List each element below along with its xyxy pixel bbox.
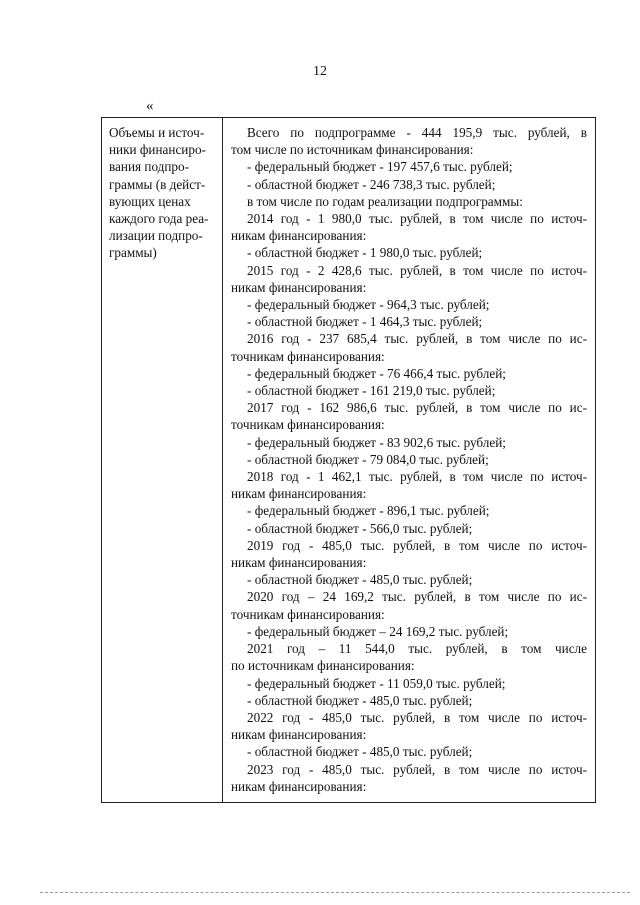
- label-line: вующих ценах: [109, 193, 191, 209]
- label-line: граммы (в дейст-: [109, 176, 206, 192]
- label-line: вания подпро-: [109, 159, 190, 175]
- budget-line: - областной бюджет - 1 980,0 тыс. рублей;: [247, 245, 483, 261]
- year-line: никам финансирования:: [231, 555, 367, 571]
- financing-details-cell: [223, 118, 596, 803]
- budget-line: - федеральный бюджет - 896,1 тыс. рублей;: [247, 503, 490, 519]
- financing-details: [223, 118, 595, 795]
- budget-line: - федеральный бюджет - 197 457,6 тыс. рублей;: [247, 159, 513, 175]
- year-line: никам финансирования:: [231, 778, 367, 794]
- year-line: точникам финансирования:: [231, 348, 385, 364]
- year-line: 2018 год - 1 462,1 тыс. рублей, в том числе по источ-: [247, 469, 587, 485]
- year-line: никам финансирования:: [231, 228, 367, 244]
- year-line: 2020 год – 24 169,2 тыс. рублей, в том числе по ис-: [247, 589, 587, 605]
- budget-line: - областной бюджет - 246 738,3 тыс. рублей;: [247, 176, 496, 192]
- budget-line: - областной бюджет - 1 464,3 тыс. рублей;: [247, 314, 483, 330]
- year-line: 2023 год - 485,0 тыс. рублей, в том числе по источ-: [247, 761, 587, 777]
- financing-label: [102, 118, 222, 262]
- year-line: 2015 год - 2 428,6 тыс. рублей, в том числе по источ-: [247, 262, 587, 278]
- label-line: Объемы и источ-: [109, 125, 205, 140]
- year-line: 2017 год - 162 986,6 тыс. рублей, в том числе по ис-: [247, 400, 587, 416]
- year-line: по источникам финансирования:: [231, 658, 415, 674]
- budget-line: - областной бюджет - 161 219,0 тыс. рублей;: [247, 383, 496, 399]
- year-line: никам финансирования:: [231, 279, 367, 295]
- total-line: Всего по подпрограмме - 444 195,9 тыс. рублей, в: [247, 125, 587, 140]
- budget-line: - областной бюджет - 566,0 тыс. рублей;: [247, 520, 473, 536]
- year-line: 2021 год – 11 544,0 тыс. рублей, в том числе: [247, 641, 587, 657]
- year-line: 2022 год - 485,0 тыс. рублей, в том числе по источ-: [247, 709, 587, 725]
- label-line: каждого года реа-: [109, 211, 209, 227]
- budget-line: - федеральный бюджет - 76 466,4 тыс. рублей;: [247, 365, 506, 381]
- budget-line: - федеральный бюджет – 24 169,2 тыс. рублей;: [247, 623, 509, 639]
- scan-edge-line: [40, 892, 630, 893]
- section-line: в том числе по годам реализации подпрограммы:: [247, 193, 523, 209]
- financing-label-cell: [102, 118, 223, 803]
- year-line: никам финансирования:: [231, 727, 367, 743]
- budget-line: - областной бюджет - 485,0 тыс. рублей;: [247, 744, 473, 760]
- budget-line: - федеральный бюджет - 83 902,6 тыс. рублей;: [247, 434, 506, 450]
- year-line: точникам финансирования:: [231, 417, 385, 433]
- budget-line: - областной бюджет - 485,0 тыс. рублей;: [247, 692, 473, 708]
- page-number: 12: [313, 64, 327, 79]
- label-line: лизации подпро-: [109, 228, 203, 244]
- total-line: том числе по источникам финансирования:: [231, 142, 474, 158]
- year-line: точникам финансирования:: [231, 606, 385, 622]
- year-line: 2016 год - 237 685,4 тыс. рублей, в том числе по ис-: [247, 331, 587, 347]
- year-line: 2014 год - 1 980,0 тыс. рублей, в том числе по источ-: [247, 211, 587, 227]
- passport-table: [101, 117, 596, 803]
- budget-line: - федеральный бюджет - 964,3 тыс. рублей;: [247, 297, 490, 313]
- label-line: граммы): [109, 245, 157, 261]
- budget-line: - областной бюджет - 79 084,0 тыс. рублей;: [247, 451, 489, 467]
- budget-line: - областной бюджет - 485,0 тыс. рублей;: [247, 572, 473, 588]
- label-line: ники финансиро-: [109, 142, 206, 158]
- year-line: никам финансирования:: [231, 486, 367, 502]
- year-line: 2019 год - 485,0 тыс. рублей, в том числе по источ-: [247, 537, 587, 553]
- financing-row: [102, 118, 596, 803]
- opening-quote-mark: «: [146, 98, 154, 114]
- budget-line: - федеральный бюджет - 11 059,0 тыс. рублей;: [247, 675, 506, 691]
